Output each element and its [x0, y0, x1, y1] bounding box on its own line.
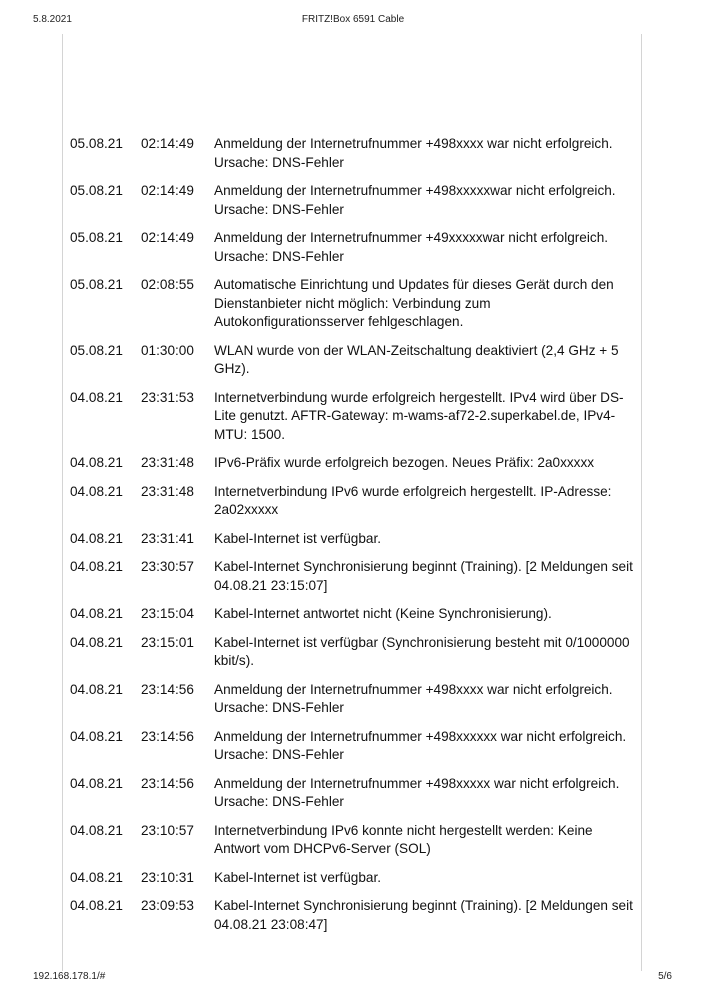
event-row — [70, 558, 640, 595]
event-date: 05.08.21 — [70, 230, 123, 245]
event-message: Automatische Einrichtung und Updates für dieses Gerät durch den Dienstanbieter nicht möglich: Verbindung zum Autokonfigurationsserver fehlgeschlagen. — [214, 277, 614, 329]
event-time: 23:30:57 — [141, 559, 194, 574]
page-number: 5/6 — [658, 971, 672, 982]
page-title: FRITZ!Box 6591 Cable — [301, 14, 405, 25]
event-message: Anmeldung der Internetrufnummer +49xxxxxwar nicht erfolgreich. Ursache: DNS-Fehler — [214, 230, 609, 264]
event-message: Anmeldung der Internetrufnummer +498xxxx war nicht erfolgreich. Ursache: DNS-Fehler — [214, 681, 613, 715]
event-message: Kabel-Internet ist verfügbar. — [214, 530, 381, 546]
event-message: Anmeldung der Internetrufnummer +498xxxxx war nicht erfolgreich. Ursache: DNS-Fehler — [214, 775, 620, 809]
event-time: 02:08:55 — [141, 277, 194, 292]
event-message: Kabel-Internet antwortet nicht (Keine Synchronisierung). — [214, 606, 552, 621]
event-message: Kabel-Internet ist verfügbar. — [214, 869, 381, 885]
event-time: 02:14:49 — [141, 183, 194, 198]
event-date: 05.08.21 — [70, 183, 123, 198]
page-url: 192.168.178.1/# — [33, 971, 106, 982]
event-time: 23:09:53 — [141, 898, 194, 913]
event-date: 05.08.21 — [70, 136, 123, 151]
event-date: 04.08.21 — [70, 681, 123, 697]
event-message: WLAN wurde von der WLAN-Zeitschaltung deaktiviert (2,4 GHz + 5 GHz). — [214, 342, 619, 376]
event-message: Internetverbindung IPv6 wurde erfolgreich hergestellt. IP-Adresse: 2a02xxxxx — [214, 483, 612, 517]
event-time: 23:10:31 — [141, 869, 194, 885]
event-time: 23:10:57 — [141, 822, 194, 838]
event-message: Internetverbindung IPv6 konnte nicht hergestellt werden: Keine Antwort vom DHCPv6-Server (SOL) — [214, 822, 593, 856]
event-message: Kabel-Internet Synchronisierung beginnt (Training). [2 Meldungen seit 04.08.21 23:15:07] — [214, 559, 633, 593]
event-date: 05.08.21 — [70, 277, 123, 292]
event-time: 23:31:41 — [141, 530, 194, 546]
event-row — [70, 728, 640, 765]
event-date: 04.08.21 — [70, 869, 123, 885]
event-time: 02:14:49 — [141, 136, 194, 151]
event-row — [70, 869, 640, 888]
event-message: Kabel-Internet ist verfügbar (Synchronisierung besteht mit 0/1000000 kbit/s). — [214, 634, 630, 668]
event-time: 01:30:00 — [141, 342, 194, 358]
event-time: 23:14:56 — [141, 775, 194, 791]
event-time: 23:14:56 — [141, 728, 194, 744]
event-message: Internetverbindung wurde erfolgreich hergestellt. IPv4 wird über DS-Lite genutzt. AFTR-Gateway: m-wams-af72-2.superkabel.de, IPv4-MTU: 1500. — [214, 389, 624, 442]
event-row — [70, 605, 640, 624]
event-row — [70, 775, 640, 812]
event-date: 04.08.21 — [70, 455, 123, 470]
event-time: 23:31:48 — [141, 483, 194, 499]
event-row — [70, 276, 640, 332]
event-time: 23:14:56 — [141, 681, 194, 697]
event-message: IPv6-Präfix wurde erfolgreich bezogen. Neues Präfix: 2a0xxxxx — [214, 455, 595, 470]
event-row — [70, 681, 640, 718]
event-time: 23:31:53 — [141, 389, 194, 405]
event-date: 04.08.21 — [70, 822, 123, 838]
frame-divider-right — [641, 34, 642, 971]
event-row — [70, 342, 640, 379]
event-date: 04.08.21 — [70, 559, 123, 574]
event-row — [70, 483, 640, 520]
event-date: 04.08.21 — [70, 775, 123, 791]
event-row — [70, 822, 640, 859]
event-message: Anmeldung der Internetrufnummer +498xxxxxx war nicht erfolgreich. Ursache: DNS-Fehler — [214, 728, 627, 762]
event-date: 04.08.21 — [70, 898, 123, 913]
event-row — [70, 454, 640, 473]
event-message: Kabel-Internet Synchronisierung beginnt (Training). [2 Meldungen seit 04.08.21 23:08:47] — [214, 898, 633, 932]
event-time: 23:15:04 — [141, 606, 194, 621]
event-date: 04.08.21 — [70, 728, 123, 744]
event-message: Anmeldung der Internetrufnummer +498xxxx war nicht erfolgreich. Ursache: DNS-Fehler — [214, 136, 613, 170]
event-date: 04.08.21 — [70, 606, 123, 621]
event-row — [70, 182, 640, 219]
event-date: 04.08.21 — [70, 483, 123, 499]
event-message: Anmeldung der Internetrufnummer +498xxxxxwar nicht erfolgreich. Ursache: DNS-Fehler — [214, 183, 616, 217]
event-row — [70, 530, 640, 549]
event-row — [70, 897, 640, 934]
event-row — [70, 135, 640, 172]
event-row — [70, 389, 640, 445]
event-time: 23:31:48 — [141, 455, 194, 470]
print-date: 5.8.2021 — [33, 14, 72, 25]
event-time: 02:14:49 — [141, 230, 194, 245]
frame-divider-left — [62, 34, 63, 971]
event-time: 23:15:01 — [141, 634, 194, 650]
event-date: 04.08.21 — [70, 634, 123, 650]
event-date: 04.08.21 — [70, 389, 123, 405]
event-row — [70, 229, 640, 266]
event-log-list — [70, 135, 640, 944]
event-row — [70, 634, 640, 671]
event-date: 04.08.21 — [70, 530, 123, 546]
event-date: 05.08.21 — [70, 342, 123, 358]
